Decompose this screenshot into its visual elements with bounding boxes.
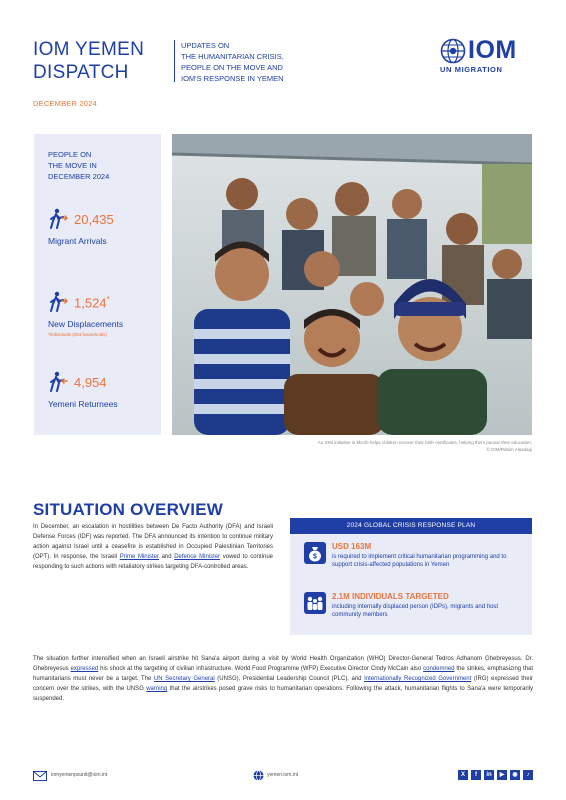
tiktok-icon[interactable]: ♪ — [523, 770, 533, 780]
p2-text-e: (IRG) expressed their concern over the strikes, with the UNSG — [33, 676, 533, 692]
p2-text-c: the strikes, emphasizing that humanitarians must never be a target. The — [33, 666, 533, 682]
facebook-icon[interactable]: f — [471, 770, 481, 780]
instagram-icon[interactable]: ◉ — [510, 770, 520, 780]
prime-minister-link[interactable]: Prime Minister — [119, 554, 159, 560]
displacement-walking-icon — [48, 291, 70, 313]
stat-value — [74, 295, 110, 310]
people-on-move-panel — [34, 134, 161, 435]
subtitle-line3: PEOPLE ON THE MOVE AND — [181, 63, 283, 72]
caption-credit: © IOM/Rahim Alasdaqi — [486, 446, 532, 452]
crp-heading: 2024 GLOBAL CRISIS RESPONSE PLAN — [290, 518, 532, 534]
stats-heading-line3: DECEMBER 2024 — [48, 172, 110, 181]
social-links — [458, 770, 533, 780]
logo-subtext: UN MIGRATION — [440, 65, 503, 74]
email-icon — [33, 771, 47, 781]
crp-targeted-value: 2.1M INDIVIDUALS TARGETED — [332, 592, 449, 601]
header-divider — [174, 40, 175, 82]
irg-link[interactable]: Internationally Recognized Government — [364, 676, 472, 682]
people-group-icon — [304, 592, 326, 614]
x-icon[interactable]: X — [458, 770, 468, 780]
iom-logo — [440, 38, 535, 74]
stat-value: 20,435 — [74, 212, 114, 227]
stat-label: New Displacements — [48, 319, 124, 329]
children-photo-illustration — [172, 134, 532, 435]
condemned-link[interactable]: condemned — [423, 666, 455, 672]
dispatch-date: DECEMBER 2024 — [33, 99, 97, 108]
crisis-response-plan-box — [290, 518, 532, 635]
stat-footnote: *Individuals (254 households) — [48, 332, 108, 337]
stat-value-number: 1,524 — [74, 295, 107, 311]
expressed-link[interactable]: expressed — [70, 666, 99, 672]
subtitle-line4: IOM'S RESPONSE IN YEMEN — [181, 74, 284, 83]
migrant-walking-icon — [48, 208, 70, 230]
defence-minister-link[interactable]: Defence Minister — [174, 554, 221, 560]
p2-text-a: The situation further intensified when an Israeli airstrike hit Sana'a airport during a visit by World Health Organization (WHO) Director-General Tedros Adhanom Ghebreyesus. Dr. Ghebreyesus — [33, 656, 533, 672]
p1-text-c: vowed to continue responding to such actions with retaliatory strikes targeting DFA-controlled areas. — [33, 554, 273, 570]
crp-funding-desc: is required to implement critical humanitarian programming and to support crisis-affected populations in Yemen — [332, 554, 507, 568]
p2-text-b: his shock at the targeting of civilian infrastructure. World Food Programme (WFP) Executive Director Cindy McCain also — [98, 666, 424, 672]
children-photo — [172, 134, 532, 435]
dispatch-subtitle — [181, 40, 331, 84]
photo-caption — [200, 440, 532, 453]
dispatch-title-line2: DISPATCH — [33, 62, 129, 83]
overview-paragraph-2 — [33, 654, 533, 704]
p1-text-a: In December, an escalation in hostilities between De Facto Authority (DFA) and Israeli Defense Forces (IDF) was reported. The DFA announced its intention to continue military action against Israel until a ceasefire is established in Occupied Palestinian Territories (OPT). In response, the Israeli — [33, 524, 273, 560]
p2-text-d: (UNSG), Presidential Leadership Council (PLC), and — [214, 676, 365, 682]
dispatch-title — [33, 38, 144, 84]
youtube-icon[interactable]: ▶ — [497, 770, 507, 780]
p2-text-f: that the airstrikes posed grave risks to humanitarian operations. Following the attack, humanitarian flights to Sana'a were temporarily suspended. — [33, 686, 534, 702]
stat-value-mark: * — [106, 295, 110, 304]
logo-text: IOM — [468, 36, 517, 64]
stat-value: 4,954 — [74, 375, 107, 390]
footer-website-link[interactable]: yemen.iom.int — [267, 772, 299, 778]
dispatch-title-line1: IOM YEMEN — [33, 39, 145, 60]
un-secretary-general-link[interactable]: UN Secretary General — [153, 676, 215, 682]
page-footer — [33, 770, 533, 784]
footer-email-link[interactable]: iomyemenpsunit@iom.int — [51, 772, 108, 778]
situation-overview-title: SITUATION OVERVIEW — [33, 500, 223, 519]
stat-label: Migrant Arrivals — [48, 236, 107, 246]
crp-targeted-desc: including internally displaced person (IDPs), migrants and host community members — [332, 604, 499, 618]
stats-heading — [48, 149, 109, 182]
money-bag-icon — [304, 542, 326, 564]
stat-label: Yemeni Returnees — [48, 399, 118, 409]
p1-text-b: and — [158, 554, 175, 560]
overview-paragraph-1 — [33, 522, 273, 572]
warning-link[interactable]: warning — [146, 686, 168, 692]
linkedin-icon[interactable]: in — [484, 770, 494, 780]
stats-heading-line2: THE MOVE IN — [48, 161, 97, 170]
subtitle-line1: UPDATES ON — [181, 41, 230, 50]
svg-text:$: $ — [313, 553, 317, 561]
returnee-walking-icon — [48, 371, 70, 393]
globe-icon — [253, 770, 264, 781]
stats-heading-line1: PEOPLE ON — [48, 150, 92, 159]
subtitle-line2: THE HUMANITARIAN CRISIS, — [181, 52, 284, 61]
iom-globe-icon — [440, 38, 466, 64]
caption-line1: An IOM initiative in Ma'rib helps children recover their birth certificates, helping them pursue their education. — [317, 440, 532, 445]
crp-funding-value: USD 163M — [332, 542, 372, 551]
